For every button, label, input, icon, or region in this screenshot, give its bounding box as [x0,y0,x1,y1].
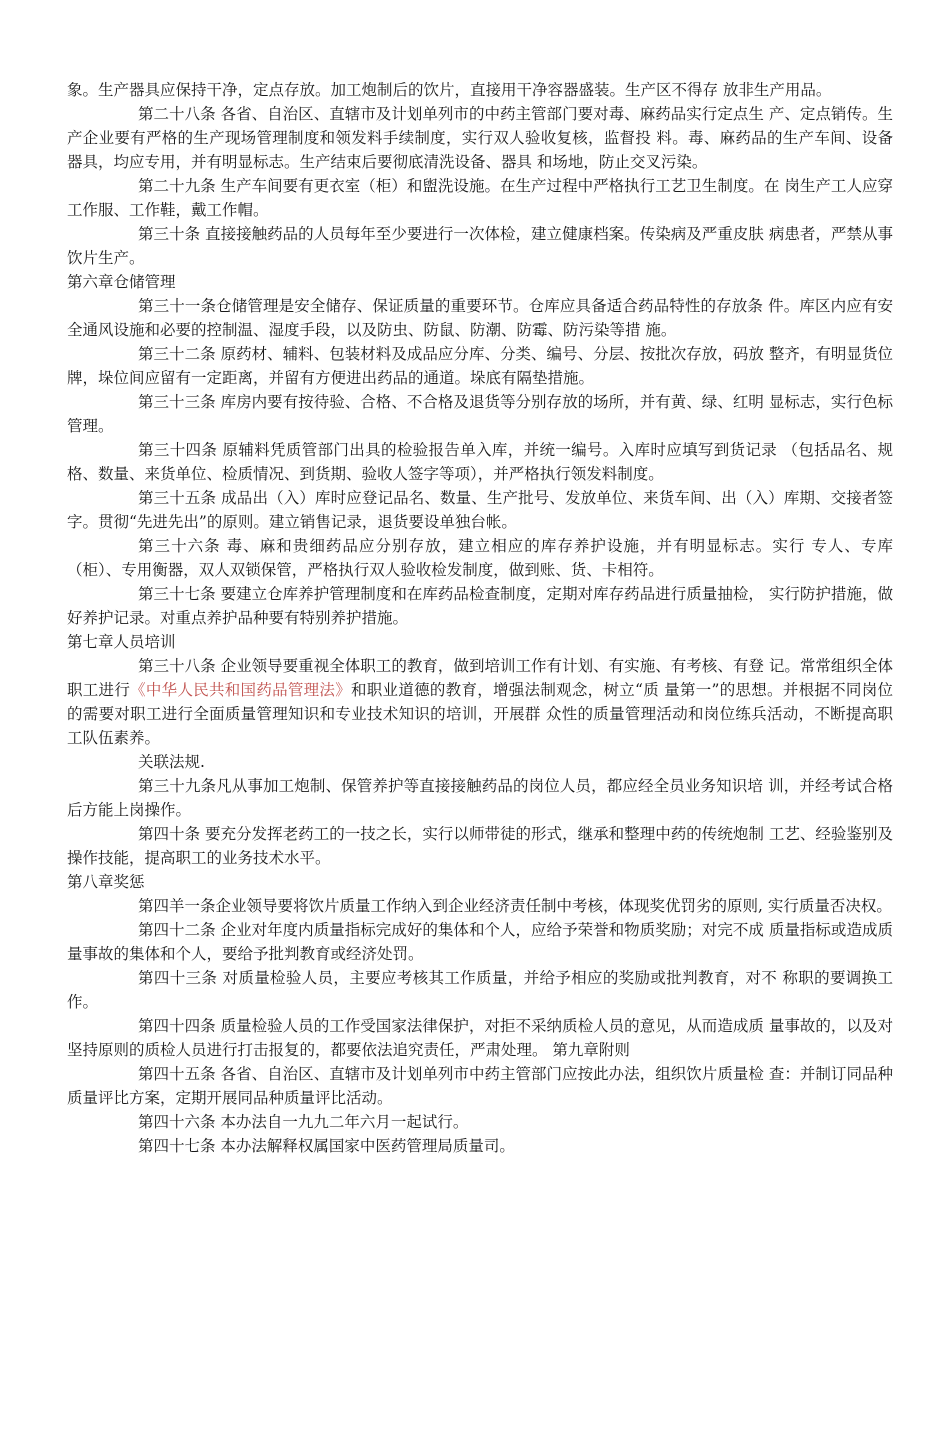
article-38-text-before: 第三十八条 企业领导要重视全体职工的教育，做到培训工作有计划、有实施、有考核、有登 记。常常组织全体职工进行 [67,657,893,699]
chapter-8-heading: 第八章奖惩 [67,873,145,891]
article-28: 第二十八条 各省、自治区、直辖市及计划单列市的中药主管部门要对毒、麻药品实行定点生 产、定点销传。生产企业要有严格的生产现场管理制度和领发料手续制度，实行双人验收复核，监督投 料。毒、麻药品的生产车间、设备器具，均应专用，并有明显标志。生产结束后要彻底清洗设备、器具 和场地，防止交叉污染。 [67,105,893,171]
article-45: 第四十五条 各省、自治区、直辖市及计划单列市中药主管部门应按此办法，组织饮片质量检 查：并制订同品种质量评比方案，定期开展同品种质量评比活动。 [67,1065,893,1107]
chapter-7-heading: 第七章人员培训 [67,633,176,651]
article-32: 第三十二条 原药材、辅料、包装材料及成品应分库、分类、编号、分层、按批次存放，码放 整齐，有明显货位牌，垛位间应留有一定距离，并留有方便进出药品的通道。垛底有隔垫措施。 [67,345,893,387]
drug-law-link[interactable]: 《中华人民共和国药品管理法》 [130,681,351,699]
article-41: 第四羊一条企业领导要将饮片质量工作纳入到企业经济责任制中考核，体现奖优罚劣的原则, 实行质量否决权。 [138,897,892,915]
article-34: 第三十四条 原辅料凭质管部门出具的检验报告单入库，并统一编号。入库时应填写到货记录 （包括品名、规格、数量、来货单位、检质情况、到货期、验收人签字等项），并严格执行领发料制度。 [67,441,893,483]
document-page [67,78,893,1158]
article-36: 第三十六条 毒、麻和贵细药品应分别存放，建立相应的库存养护设施，并有明显标志。实行 专人、专库（柜）、专用衡器，双人双锁保管，严格执行双人验收检发制度，做到账、货、卡相符。 [67,537,893,579]
article-38-text-after: 和职业道德的教育，增强法制观念，树立“质 量第一”的思想。并根据不同岗位的需要对职工进行全面质量管理知识和专业技术知识的培训，开展群 众性的质量管理活动和岗位练兵活动，不断提高职工队伍素养。 [67,681,893,747]
article-47: 第四十七条 本办法解释权属国家中医药管理局质量司。 [138,1137,515,1155]
article-30: 第三十条 直接接触药品的人员每年至少要进行一次体检，建立健康档案。传染病及严重皮肤 病患者，严禁从事饮片生产。 [67,225,893,267]
article-37: 第三十七条 要建立仓库养护管理制度和在库药品检查制度，定期对库存药品进行质量抽检， 实行防护措施，做好养护记录。对重点养护品种要有特别养护措施。 [67,585,893,627]
article-29: 第二十九条 生产车间要有更衣室（柜）和盥洗设施。在生产过程中严格执行工艺卫生制度。在 岗生产工人应穿工作服、工作鞋，戴工作帽。 [67,177,893,219]
article-35: 第三十五条 成品出（入）库时应登记品名、数量、生产批号、发放单位、来货车间、出（入）库期、交接者签字。贯彻“先进先出”的原则。建立销售记录，退货要设单独台帐。 [67,489,893,531]
article-40: 第四十条 要充分发挥老药工的一技之长，实行以师带徒的形式，继承和整理中药的传统炮制 工艺、经验鉴别及操作技能，提高职工的业务技术水平。 [67,825,893,867]
article-38 [67,654,893,750]
article-42: 第四十二条 企业对年度内质量指标完成好的集体和个人，应给予荣誉和物质奖励；对完不成 质量指标或造成质量事故的集体和个人，要给予批判教育或经济处罚。 [67,921,893,963]
article-43: 第四十三条 对质量检验人员，主要应考核其工作质量，并给予相应的奖励或批判教育，对不 称职的要调换工作。 [67,969,893,1011]
article-46: 第四十六条 本办法自一九九二年六月一起试行。 [138,1113,469,1131]
article-31: 第三十一条仓储管理是安全储存、保证质量的重要环节。仓库应具备适合药品特性的存放条 件。库区内应有安全通风设施和必要的控制温、湿度手段，以及防虫、防鼠、防潮、防霉、防污染等措 施。 [67,297,893,339]
article-33: 第三十三条 库房内要有按待验、合格、不合格及退货等分别存放的场所，并有黄、绿、红明 显标志，实行色标管理。 [67,393,893,435]
chapter-6-heading: 第六章仓储管理 [67,273,176,291]
paragraph-continuation: 象。生产器具应保持干净，定点存放。加工炮制后的饮片，直接用干净容器盛装。生产区不得存 放非生产用品。 [67,81,832,99]
related-regulations: 关联法规. [138,753,205,771]
article-39: 第三十九条凡从事加工炮制、保管养护等直接接触药品的岗位人员，都应经全员业务知识培 训，并经考试合格后方能上岗操作。 [67,777,893,819]
article-44: 第四十四条 质量检验人员的工作受国家法律保护，对拒不采纳质检人员的意见，从而造成质 量事故的，以及对坚持原则的质检人员进行打击报复的，都要依法追究责任，严肃处理。 第九章附则 [67,1017,893,1059]
